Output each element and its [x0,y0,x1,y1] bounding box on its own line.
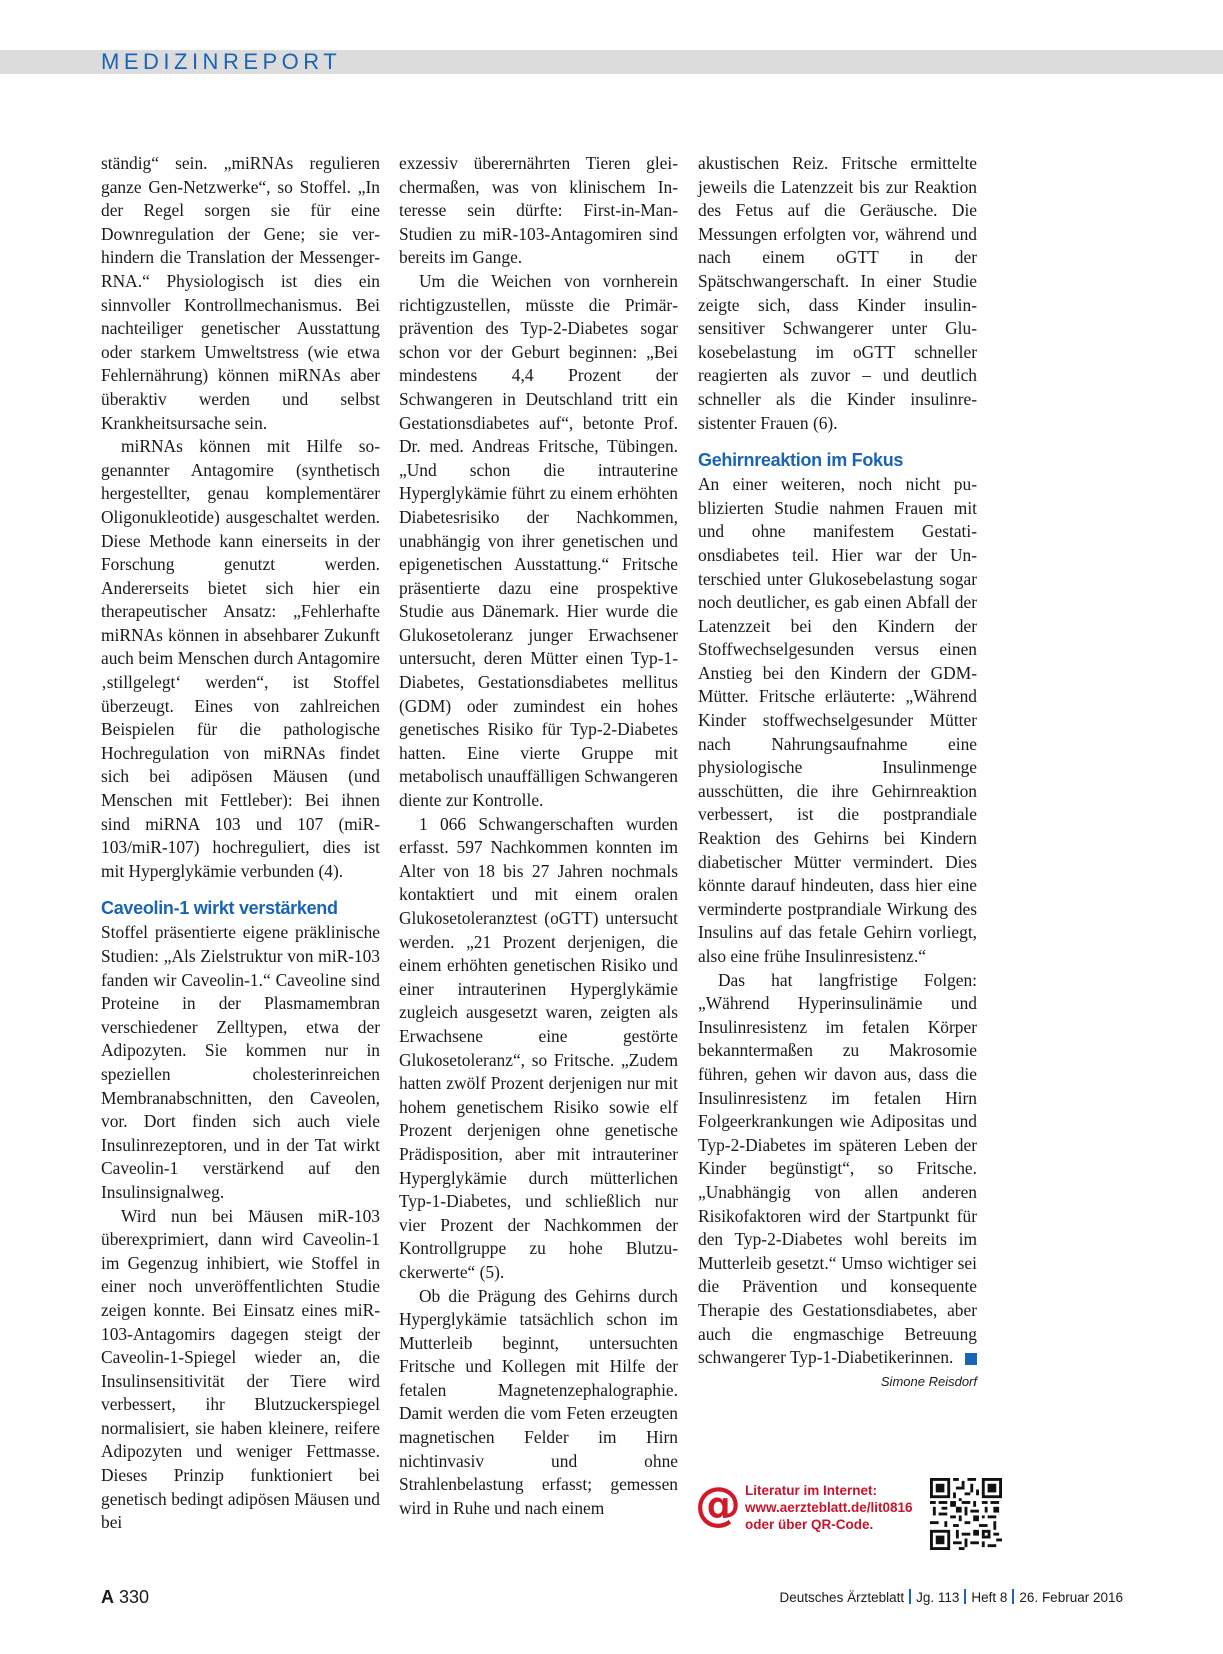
subheading: Caveolin-1 wirkt verstärkend [101,898,338,919]
paragraph: akustischen Reiz. Fritsche ermittelte jeweils die Latenzzeit bis zur Reaktion des Fetus auf die Geräusche. Die Messungen erfolgten vor, während und nach einem oGTT in der Spätschwangerschaft. In einer Studie zeigte sich, dass Kinder insulinsensitiver Schwangerer unter Glukosebelastung im oGTT schneller reagierten als zuvor – und deutlich schneller als die Kinder insulinresistenter Frauen (6). [698,153,977,433]
separator [964,1589,966,1604]
journal-name: Deutsches Ärzteblatt [779,1590,905,1605]
paragraph-final [698,969,977,1370]
journal-volume: Jg. 113 [916,1590,960,1605]
literature-label: Literatur im Internet: [745,1483,878,1498]
literature-link[interactable]: www.aerzteblatt.de/lit0816 [745,1500,913,1515]
journal-issue: Heft 8 [971,1590,1008,1605]
journal-date: 26. Februar 2016 [1019,1590,1123,1605]
separator [909,1589,911,1604]
literature-text [745,1482,913,1533]
paragraph: 1 066 Schwangerschaften wurden erfasst. 597 Nachkommen konnten im Alter von 18 bis 27 Jahren nochmals kontaktiert und mit einem oralen Glukosetoleranztest (oGTT) untersucht werden. „21 Prozent derjenigen, die einem erhöhten genetischen Risiko und einer intrauterinen Hyperglykämie zugleich ausgesetzt waren, zeigten als Erwachsene eine gestörte Glukosetoleranz“, so Fritsche. „Zudem hatten zwölf Prozent derjenigen nur mit hohem genetischem Risiko sowie elf Prozent derjenigen ohne genetische Prädisposition, aber mit intrauteriner Hyperglykämie durch mütterlichen Typ-1-Diabetes, und schließlich nur vier Prozent der Nachkommen der Kontrollgruppe zu hohe Blutzuckerwerte“ (5). [399,813,678,1282]
literature-qr-hint: oder über QR-Code. [745,1517,874,1532]
qr-code-icon[interactable] [930,1478,1002,1550]
paragraph: exzessiv überernährten Tieren gleichermaßen, was von klinischem Interesse sein dürfte: First-in-Man-Studien zu miR-103-Antagomiren sind bereits im Gange. [399,153,678,268]
paragraph: Wird nun bei Mäusen miR-103 überexprimiert, dann wird Caveolin-1 im Gegenzug inhibiert, wie Stoffel in einer noch unveröffentlichten Studie zeigen konnte. Bei Einsatz eines miR-103-Antagomirs dagegen steigt der Caveolin-1-Spiegel wieder an, die Insulinsensitivität der Tiere wird verbessert, ihr Blutzuckerspiegel normalisiert, sie haben kleinere, reifere Adipozyten und weniger Fettmasse. Dieses Prinzip funktioniert bei genetisch bedingt adipösen Mäusen und bei [101,1205,380,1533]
paragraph: Ob die Prägung des Gehirns durch Hyperglykämie tatsächlich schon im Mutterleib beginnt, untersuchten Fritsche und Kollegen mit Hilfe der fetalen Magnetenzephalographie. Damit werden die vom Feten erzeugten magnetischen Felder im Hirn nichtinvasiv und ohne Strahlenbelastung erfasst; gemessen wird in Ruhe und nach einem [399,1285,678,1518]
separator [1012,1589,1014,1604]
column-2 [399,152,678,1520]
paragraph: An einer weiteren, noch nicht publizierten Studie nahmen Frauen mit und ohne manifestem Gestationsdiabetes teil. Hier war der Unterschied unter Glukosebelastung sogar noch deutlicher, es gab einen Abfall der Latenzzeit bei den Kindern der Stoffwechselgesunden versus einen Anstieg bei den Kindern der GDM-Mütter. Fritsche erläuterte: „Während Kinder stoffwechselgesunder Mütter nach Nahrungsaufnahme eine physiologische Insulinmenge ausschütten, die ihre Gehirnreaktion verbessert, ist die postprandiale Reaktion des Gehirns bei Kindern diabetischer Mütter vermindert. Dies könnte darauf hindeuten, dass hier eine verminderte postprandiale Wirkung des Insulins auf das fetale Gehirn vorliegt, also eine frühe Insulinresistenz.“ [698,474,977,966]
page-prefix: A [101,1587,114,1607]
paragraph: ständig“ sein. „miRNAs regulieren ganze Gen-Netzwerke“, so Stoffel. „In der Regel sorgen sie für eine Downregulation der Gene; sie verhindern die Translation der Messenger-RNA.“ Physiologisch ist dies ein sinnvoller Kontrollmechanismus. Bei nachteiliger genetischer Ausstattung oder starkem Umweltstress (wie etwa Fehlernährung) können miRNAs aber überaktiv werden und selbst Krankheitsursache sein. [101,153,380,433]
paragraph-text: Das hat langfristige Folgen: „Während Hyperinsulinämie und Insulinresistenz im fetalen Körper bekanntermaßen zu Makrosomie führen, gehen wir davon aus, dass die Insulinresistenz im fetalen Hirn Folgeerkrankungen wie Adipositas und Typ-2-Diabetes im späteren Leben der Kinder begünstigt“, so Fritsche. „Unabhängig von allen anderen Risikofaktoren wird der Startpunkt für den Typ-2-Diabetes wohl bereits im Mutterleib gesetzt.“ Umso wichtiger sei die Prävention und konsequente Therapie des Gestationsdiabetes, aber auch die engmaschige Betreuung schwangerer Typ-1-Diabetikerinnen. [698,969,977,1368]
page-number [101,1585,149,1609]
at-sign-icon: @ [695,1477,741,1531]
author-name: Simone Reisdorf [880,1373,977,1389]
paragraph: Um die Weichen von vornherein richtigzustellen, müsste die Primärprävention des Typ-2-Diabetes sogar schon vor der Geburt beginnen: „Bei mindestens 4,4 Prozent der Schwangeren in Deutschland tritt ein Gestationsdiabetes auf“, betonte Prof. Dr. med. Andreas Fritsche, Tübingen. „Und schon die intrauterine Hyperglykämie führt zu einem erhöhten Diabetesrisiko der Nachkommen, unabhängig von ihrer genetischen und epigenetischen Ausstattung.“ Fritsche präsentierte dazu eine prospektive Studie aus Dänemark. Hier wurde die Glukosetoleranz junger Erwachsener untersucht, deren Mütter einen Typ-1-Diabetes, Gestationsdiabetes mellitus (GDM) oder zumindest ein hohes genetisches Risiko für Typ-2-Diabetes hatten. Eine vierte Gruppe mit metabolisch unauffälligen Schwangeren diente zur Kontrolle. [399,270,678,811]
page-number-value: 330 [119,1587,150,1607]
section-label: MEDIZINREPORT [101,49,342,74]
paragraph: miRNAs können mit Hilfe sogenannter Antagomire (synthetisch hergestellter, genau komplementärer Oligonukleotide) ausgeschaltet werden. Diese Methode kann einerseits in der Forschung genutzt werden. Andererseits bietet sich hier ein therapeutischer Ansatz: „Fehlerhafte miRNAs können in absehbarer Zukunft auch beim Menschen durch Antagomire ‚stillgelegt‘ werden“, ist Stoffel überzeugt. Eines von zahlreichen Beispielen für die pathologische Hochregulation von miRNAs findet sich bei adipösen Mäusen (und Menschen mit Fettleber): Bei ihnen sind miRNA 103 und 107 (miR-103/miR-107) hochreguliert, dies ist mit Hyperglykämie verbunden (4). [101,436,380,881]
column-1 [101,152,380,1535]
column-3 [698,152,977,1392]
end-mark-icon [965,1353,977,1365]
paragraph: Stoffel präsentierte eigene präklinische Studien: „Als Zielstruktur von miR-103 fanden wir Caveolin-1.“ Caveoline sind Proteine in der Plasmamembran verschiedener Zelltypen, etwa der Adipozyten. Sie kommen nur in speziellen cholesterinreichen Membranabschnitten, den Caveolen, vor. Dort finden sich auch viele Insulinrezeptoren, und in der Tat wirkt Caveolin-1 verstärkend auf den Insulinsignalweg. [101,922,380,1202]
footer-meta [780,1588,1123,1608]
subheading: Gehirnreaktion im Fokus [698,450,904,471]
